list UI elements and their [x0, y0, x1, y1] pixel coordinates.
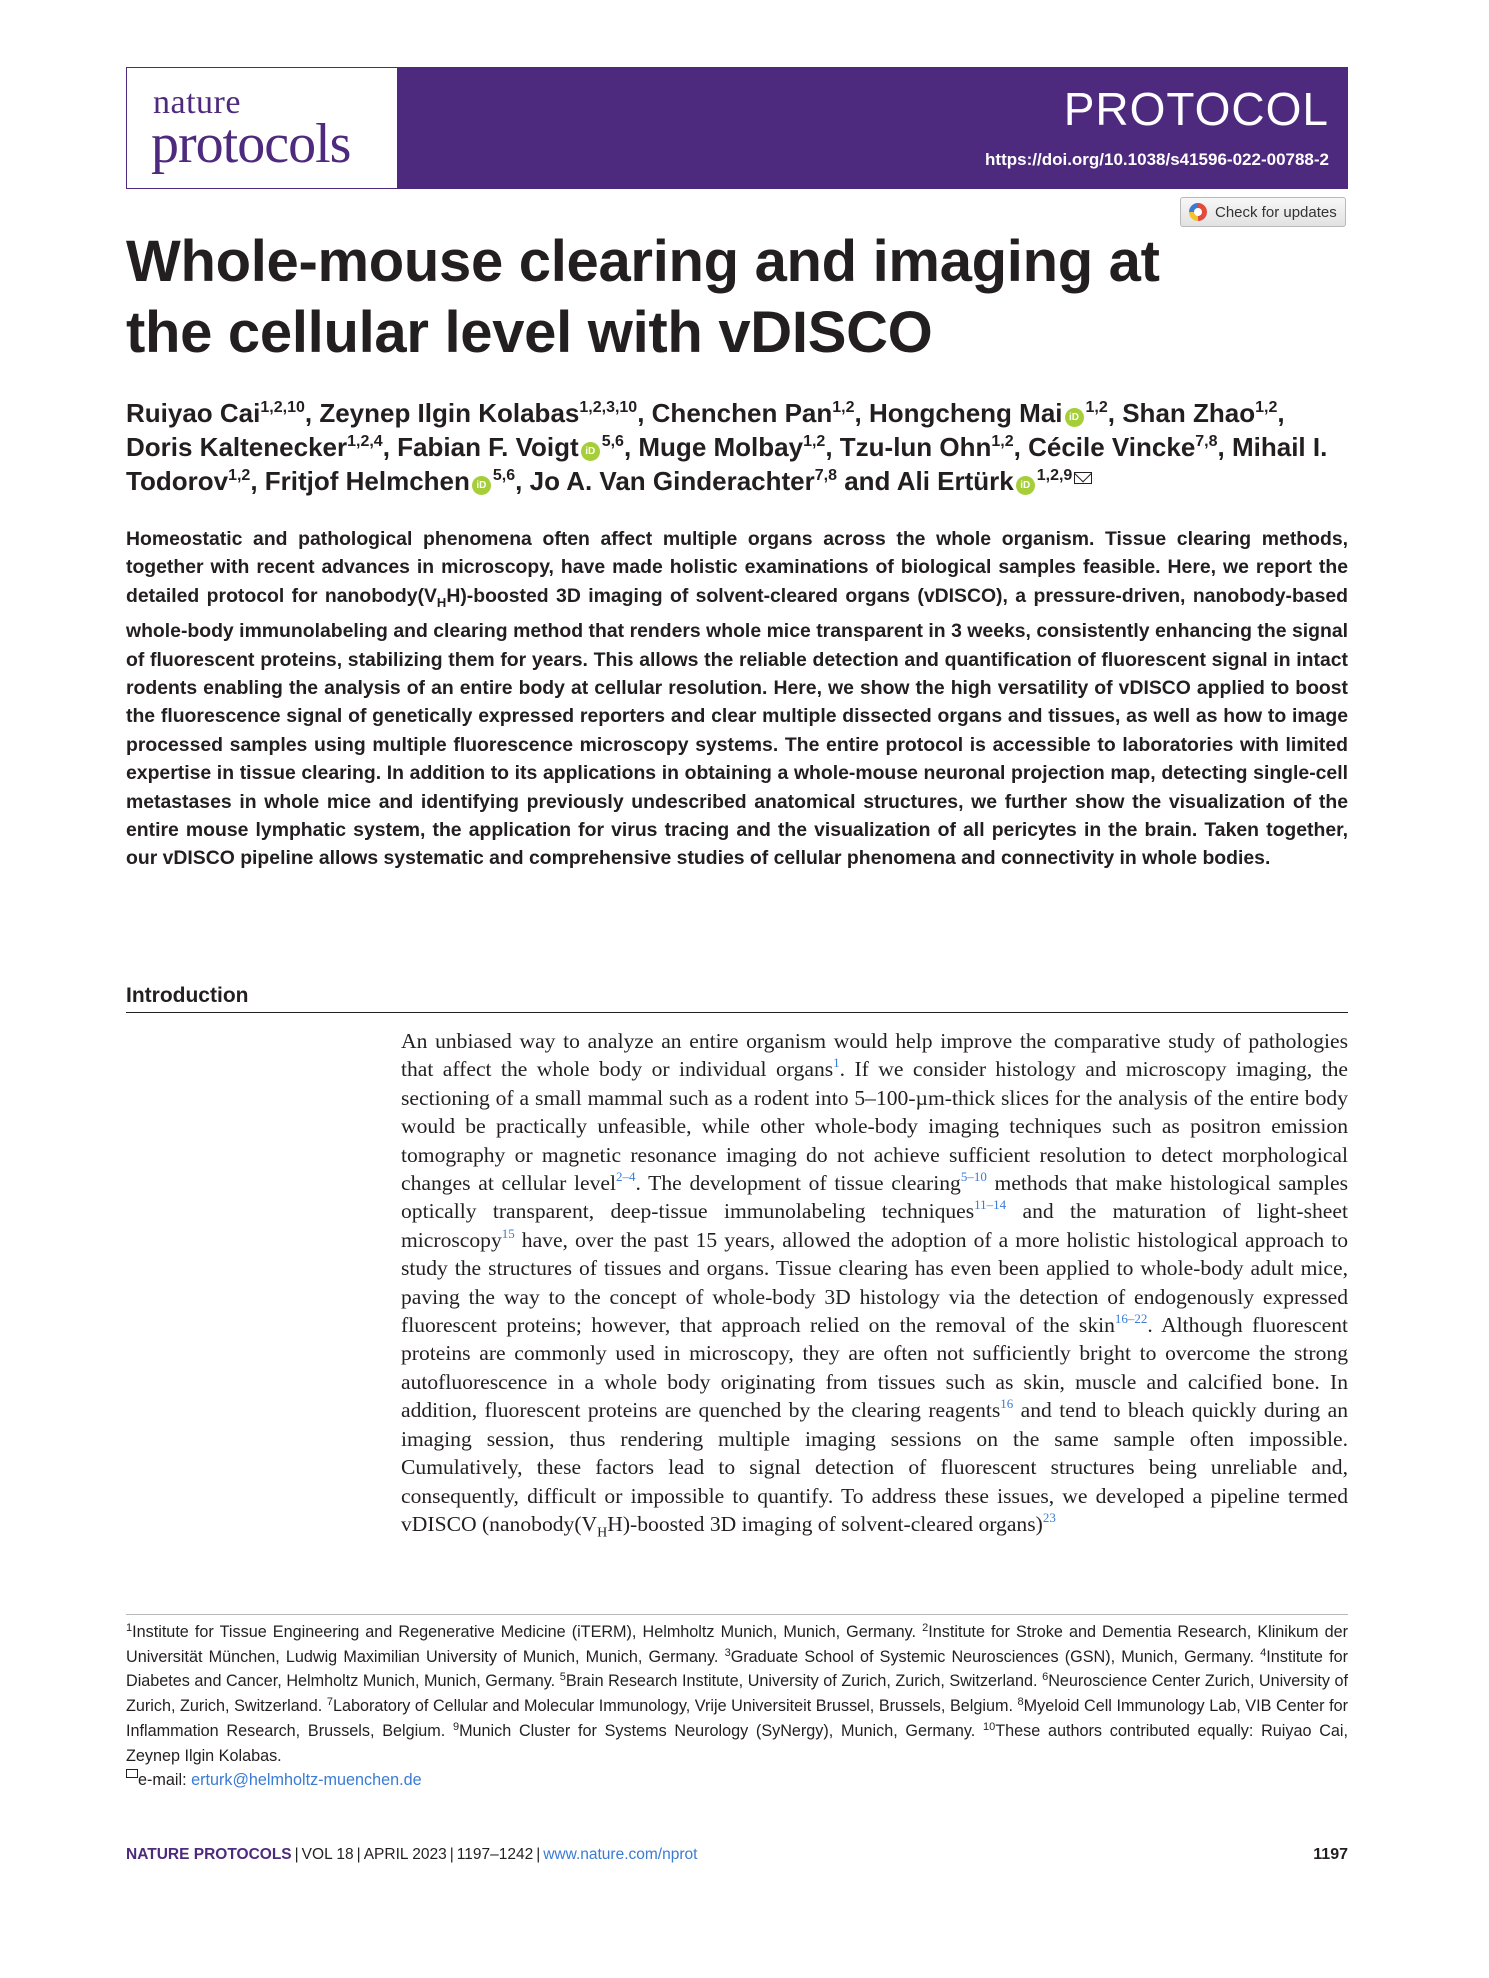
abstract-part2: H)-boosted 3D imaging of solvent-cleared organs (vDISCO), a pressure-driven, nanobody-based whole-body immunolabeling and clearing method that renders whole mice transparent in 3 weeks, consistently enhancing the signal of fluorescent proteins, stabilizing them for years. This allows the reliable detection and quantification of fluorescent signal in intact rodents enabling the analysis of an entire body at cellular resolution. Here, we show the high versatility of vDISCO applied to boost the fluorescence signal of genetically expressed reporters and clear multiple dissected organs and tissues, as well as how to image processed samples using multiple fluorescence microscopy systems. The entire protocol is accessible to laboratories with limited expertise in tissue clearing. In addition to its applications in obtaining a whole-mouse neuronal projection map, detecting single-cell metastases in whole mice and identifying previously undescribed anatomical structures, we further show the visualization of the entire mouse lymphatic system, the application for virus tracing and the visualization of all pericytes in the brain. Taken together, our vDISCO pipeline allows systematic and comprehensive studies of cellular phenomena and connectivity in whole bodies.: [126, 584, 1348, 870]
author-affiliation: 1,2,4: [347, 433, 383, 450]
author-name[interactable]: Mihail I. Todorov: [126, 432, 1328, 496]
author-name[interactable]: Zeynep Ilgin Kolabas: [319, 398, 580, 428]
author-affiliation: 1,2: [228, 467, 251, 484]
body-text-segment: An unbiased way to analyze an entire organism would help improve the comparative study of pathologies that affect the whole body or individual organs: [401, 1029, 1348, 1082]
footer-url[interactable]: www.nature.com/nprot: [543, 1846, 698, 1863]
author-affiliation: 7,8: [1195, 433, 1218, 450]
affiliation-text: These authors contributed equally: Ruiyao Cai, Zeynep Ilgin Kolabas.: [126, 1721, 1348, 1765]
author-affiliation: 1,2,3,10: [579, 399, 638, 416]
author-name[interactable]: Chenchen Pan: [651, 398, 833, 428]
author-affiliation: 1,2: [803, 433, 826, 450]
orcid-icon[interactable]: iD: [1016, 476, 1035, 495]
affiliation-text: Myeloid Cell Immunology Lab, VIB Center for Inflammation Research, Brussels, Belgium.: [126, 1697, 1348, 1740]
author-name[interactable]: Jo A. Van Ginderachter: [529, 466, 815, 496]
author-affiliation: 1,2: [832, 399, 855, 416]
check-for-updates-button[interactable]: [1180, 197, 1346, 227]
body-text-segment: methods that make histological samples optically transparent, deep-tissue immunolabeling techniques: [401, 1171, 1348, 1224]
author-affiliation: 5,6: [492, 467, 516, 484]
body-text-segment: . If we consider histology and microscopy imaging, the sectioning of a small mammal such as a rodent into 5–100-µm-thick slices for the analysis of the entire body would be practically unfeasible, while other whole-body imaging techniques such as positron emission tomography or magnetic resonance imaging do not achieve sufficient resolution to detect morphological changes at cellular level: [401, 1057, 1348, 1196]
author-affiliation: 7,8: [814, 467, 837, 484]
page-footer: NATURE PROTOCOLS | VOL 18 | APRIL 2023 | 1197–1242 | www.nature.com/nprot: [126, 1846, 698, 1863]
affiliation-text: Graduate School of Systemic Neurosciences (GSN), Munich, Germany.: [730, 1647, 1261, 1666]
author-name[interactable]: Fabian F. Voigt: [397, 432, 579, 462]
affiliation-text: Institute for Stroke and Dementia Research, Klinikum der Universität München, Ludwig Maximilian University of Munich, Munich, Germany.: [126, 1623, 1348, 1666]
affiliation-text: Laboratory of Cellular and Molecular Immunology, Vrije Universiteit Brussel, Brussels, Belgium.: [332, 1697, 1018, 1716]
abstract: [126, 525, 1348, 873]
author-affiliation: 1,2: [1085, 399, 1108, 416]
author-name[interactable]: Hongcheng Mai: [868, 398, 1063, 428]
author-name[interactable]: Muge Molbay: [638, 432, 804, 462]
author-name[interactable]: Fritjof Helmchen: [264, 466, 470, 496]
body-text-segment: and tend to bleach quickly during an imaging session, thus rendering multiple imaging sessions on the same sample often impossible. Cumulatively, these factors lead to signal detection of fluorescent structures being unreliable and, consequently, difficult or impossible to quantify. To address these issues, we developed a pipeline termed vDISCO (nanobody(V: [401, 1398, 1348, 1536]
footer-pages: 1197–1242: [456, 1846, 534, 1863]
introduction-body: [401, 1027, 1348, 1548]
abstract-subscript: H: [436, 594, 447, 610]
citation-link[interactable]: 2–4: [615, 1169, 636, 1185]
affiliation-number: 1: [126, 1622, 133, 1634]
affiliation-text: Brain Research Institute, University of Zurich, Zurich, Switzerland.: [565, 1672, 1043, 1691]
orcid-icon[interactable]: iD: [1065, 408, 1084, 427]
affiliation-text: Institute for Diabetes and Cancer, Helmholtz Munich, Munich, Germany.: [126, 1647, 1348, 1691]
affiliation-number: 4: [1260, 1646, 1267, 1659]
author-list: Ruiyao Cai$^{1,2,10}$, Zeynep Ilgin Kolabas$^{1,2,3,10}$, Chenchen Pan$^{1,2}$, Hongcheng Mai iD$^{1,2}$, Shan Zhao$^{1,2}$, Doris Kaltenecker$^{1,2,4}$, Fabian F. Voigt iD$^{5,6}$, Muge Molbay$^{1,2}$, Tzu-lun Ohn$^{1,2}$, Cécile Vincke$^{7,8}$, Mihail I. Todorov$^{1,2}$, Fritjof Helmchen iD$^{5,6}$, Jo A. Van Ginderachter$^{7,8}$ and Ali Ertürk iD$^{1,2,9}$: [126, 398, 1328, 496]
orcid-icon[interactable]: iD: [472, 476, 491, 495]
article-title: Whole-mouse clearing and imaging at the cellular level with vDISCO: [126, 229, 1160, 365]
citation-link[interactable]: 1: [833, 1055, 840, 1071]
affiliation-number: 8: [1017, 1696, 1024, 1709]
affiliation-number: 2: [922, 1622, 929, 1634]
body-text-segment: have, over the past 15 years, allowed the adoption of a more holistic histological approach to study the structures of tissues and organs. Tissue clearing has even been applied to whole-body adult mice, paving the way to the concept of whole-body 3D histology via the detection of endogenously expressed fluorescent proteins; however, that approach relied on the removal of the skin: [401, 1227, 1348, 1338]
body-text-segment: . The development of tissue clearing: [635, 1171, 961, 1196]
author-name[interactable]: Tzu-lun Ohn: [839, 432, 992, 462]
citation-link[interactable]: 15: [501, 1225, 515, 1241]
affiliation-text: Neuroscience Center Zurich, University of Zurich, Zurich, Switzerland.: [126, 1672, 1348, 1716]
article-type-label: PROTOCOL: [1063, 83, 1329, 135]
subscript: H: [597, 1525, 608, 1541]
affiliation-number: 10: [983, 1720, 996, 1733]
author-name[interactable]: Ruiyao Cai: [126, 398, 261, 428]
footer-journal: NATURE PROTOCOLS: [126, 1846, 292, 1863]
affiliation-text: Munich Cluster for Systems Neurology (SyNergy), Munich, Germany.: [459, 1721, 984, 1740]
affiliation-number: 7: [326, 1696, 333, 1709]
journal-logo[interactable]: [127, 68, 398, 188]
affiliation-text: Institute for Tissue Engineering and Regenerative Medicine (iTERM), Helmholtz Munich, Munich, Germany.: [132, 1623, 923, 1641]
orcid-icon[interactable]: iD: [581, 442, 600, 461]
affiliations: [126, 1620, 1348, 1793]
citation-link[interactable]: 16–22: [1114, 1311, 1148, 1327]
doi-link[interactable]: https://doi.org/10.1038/s41596-022-00788-2: [985, 150, 1329, 169]
author-name[interactable]: Shan Zhao: [1122, 398, 1256, 428]
logo-nature-text: nature: [153, 84, 241, 121]
author-name[interactable]: Cécile Vincke: [1028, 432, 1196, 462]
section-heading-introduction: Introduction: [126, 984, 249, 1007]
author-name[interactable]: Doris Kaltenecker: [126, 432, 348, 462]
email-link[interactable]: erturk@helmholtz-muenchen.de: [191, 1771, 422, 1790]
affiliation-number: 5: [559, 1671, 566, 1684]
footer-issue: APRIL 2023: [363, 1846, 447, 1863]
footnote-divider: [126, 1614, 1348, 1615]
citation-link[interactable]: 5–10: [960, 1169, 987, 1185]
affiliation-number: 9: [452, 1720, 460, 1733]
author-affiliation: 1,2: [1255, 399, 1278, 416]
author-affiliation: 1,2,10: [260, 399, 305, 416]
citation-link[interactable]: 16: [1000, 1396, 1014, 1412]
email-label: e-mail:: [138, 1771, 192, 1790]
affiliation-number: 6: [1042, 1671, 1049, 1684]
author-affiliation: 1,2,9: [1036, 467, 1073, 484]
mail-icon: [126, 1769, 138, 1778]
citation-link[interactable]: 23: [1042, 1509, 1056, 1525]
check-for-updates-label: Check for updates: [1215, 203, 1337, 221]
abstract-part1: Homeostatic and pathological phenomena often affect multiple organs across the whole organism. Tissue clearing methods, together with recent advances in microscopy, have made holistic examinations of biological samples feasible. Here, we report the detailed protocol for nanobody(V: [126, 528, 1348, 607]
author-affiliation: 1,2: [991, 433, 1014, 450]
check-for-updates-icon: [1189, 203, 1207, 221]
section-divider: [126, 1012, 1348, 1013]
footer-volume: VOL 18: [301, 1846, 354, 1863]
mail-icon[interactable]: [1074, 472, 1092, 484]
affiliation-number: 3: [724, 1646, 731, 1659]
author-name[interactable]: Ali Ertürk: [896, 466, 1014, 496]
body-text-segment: . Although fluorescent proteins are commonly used in microscopy, they are often not sufficiently bright to overcome the strong autofluorescence in a whole body originating from tissues such as skin, muscle and calcified bone. In addition, fluorescent proteins are quenched by the clearing reagents: [401, 1313, 1349, 1423]
citation-link[interactable]: 11–14: [974, 1197, 1007, 1213]
logo-protocols-text: protocols: [151, 113, 351, 175]
body-text-segment: H)-boosted 3D imaging of solvent-cleared organs): [607, 1511, 1043, 1536]
body-text-segment: and the maturation of light-sheet microscopy: [401, 1199, 1348, 1252]
page-number: 1197: [1313, 1846, 1348, 1863]
author-affiliation: 5,6: [601, 433, 624, 450]
